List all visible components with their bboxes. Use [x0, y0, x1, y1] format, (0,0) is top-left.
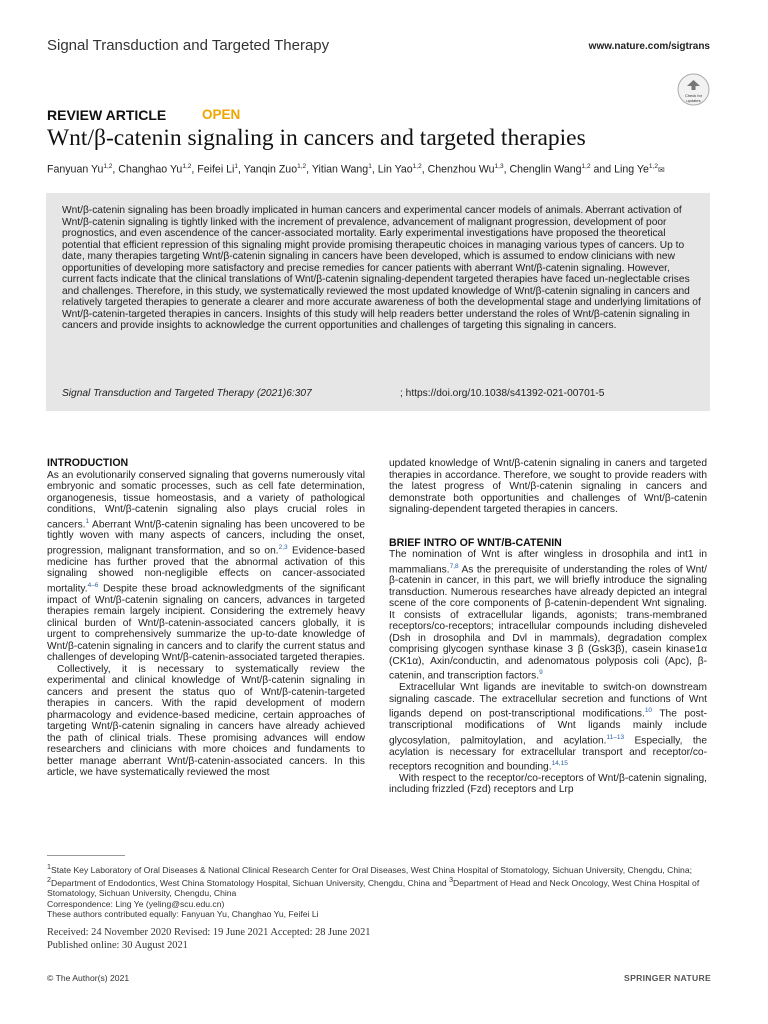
article-type: REVIEW ARTICLE — [47, 107, 167, 123]
publication-dates: Received: 24 November 2020 Revised: 19 June 2021 Accepted: 28 June 2021 Published online: 30 August 2021 — [47, 927, 371, 951]
author-name[interactable]: Yanqin Zuo — [243, 163, 298, 176]
abstract-box — [46, 193, 710, 411]
reference-link[interactable]: 1 — [85, 517, 90, 525]
journal-name: Signal Transduction and Targeted Therapy — [47, 37, 330, 54]
publisher-logo: SPRINGER NATURE — [624, 973, 711, 983]
author-name[interactable]: Feifei Li — [197, 163, 235, 176]
right-column — [389, 458, 707, 796]
reference-link[interactable]: 4–6 — [87, 581, 99, 589]
correspondence: Correspondence: Ling Ye (yeling@scu.edu.cn) — [47, 898, 225, 909]
author-name[interactable]: Lin Yao — [377, 163, 413, 176]
author-name[interactable]: Chenzhou Wu — [427, 163, 495, 176]
section-heading-introduction: INTRODUCTION — [47, 457, 129, 469]
paragraph: As an evolutionarily conserved signaling that governs numerously vital embryonic and somatic processes, such as cell fate determination, organogenesis, tissue homeostasis, and a variety of pathological conditions, Wnt/β-catenin signaling also plays crucial roles in cancers.$^1$ Aberrant Wnt/β-catenin signaling has been uncovered to be tightly woven with many aspects of cancers, including the onset, progression, malignant transformation, and so on.$^{2,3}$ Evidence-based medicine has further proved that the abnormal activation of this signaling showed non-negligible effects on cancer-associated mortality.$^{4-6}$ Despite these broad acknowledgments of the significant impact of Wnt/β-catenin signaling on cancers, advances in targeted therapies remain largely incipient. Considering the extremely heavy clinical burden of Wnt/β-catenin-associated cancers globally, it is urgent to comprehensively summarize the up-to-date knowledge of Wnt/β-catenin signaling in cancers and to clarify the current status and challenges of developing Wnt/β-catenin-associated targeted therapies. — [47, 469, 365, 664]
footnote-divider — [47, 855, 125, 856]
email-icon[interactable]: ✉ — [657, 165, 665, 175]
journal-url-link[interactable]: www.nature.com/sigtrans — [588, 41, 710, 52]
paragraph: The nomination of Wnt is after wingless in drosophila and int1 in mammalians.$^{7,8}$ As the prerequisite of understanding the roles of Wnt/β-catenin in cancer, in this part, we will briefly introduce the signaling transduction. Numerous researches have already depicted an integral scene of the core components of β-catenin-dependent Wnt signaling. It consists of extracellular ligands, agonists; trans-membraned receptors/co-receptors; intracellular compounds including disheveled (Dsh in drosophila and Dvl in mammals), degradation complex comprising glycogen synthase kinase 3 β (Gsk3β), casein kinase1α (CK1α), Axin/conductin, and adenomatous polyposis coli (Apc), β-catenin, and transcription factors.$^9$ — [389, 549, 707, 682]
reference-link[interactable]: 9 — [539, 669, 543, 677]
open-access-label: OPEN — [202, 107, 241, 122]
author-name[interactable]: Yitian Wang — [311, 163, 369, 176]
check-for-updates-label: Check for updates — [684, 93, 703, 103]
reference-link[interactable]: 10 — [644, 707, 653, 715]
section-heading-brief-intro: BRIEF INTRO OF WNT/Β-CATENIN — [389, 536, 562, 549]
abstract-text: Wnt/β-catenin signaling has been broadly implicated in human cancers and experimental cancer models of animals. Aberrant activation of Wnt/β-catenin signaling is tightly linked with the increment of prevalence, advancement of malignant progression, development of poor prognostics, and even ascendence of the cancer-associated mortality. Early experimental investigations have proposed the theoretical potential that efficient repression of this signaling might provide promising therapeutic choices in managing various types of cancers. Up to date, many therapies targeting Wnt/β-catenin signaling in cancers have been developed, which is assumed to endow clinicians with new opportunities of developing more satisfactory and precise remedies for cancer patients with aberrant Wnt/β-catenin signaling. However, current facts indicate that the clinical translations of Wnt/β-catenin signaling-dependent targeted therapies have faced un-neglectable crises and challenges. Therefore, in this study, we systematically reviewed the most updated knowledge of Wnt/β-catenin signaling in cancers and relatively targeted therapies to generate a clearer and more accurate awareness of both the developmental stage and underlying limitations of Wnt/β-catenin-targeted therapies in cancers. Insights of this study will help readers better understand the roles of Wnt/β-catenin signaling in cancers and provide insights to acknowledge the current opportunities and challenges of targeting this signaling in cancers. — [62, 205, 701, 331]
paragraph: Collectively, it is necessary to systematically review the experimental and clinical knowledge of Wnt/β-catenin signaling in cancers and present the status quo of Wnt/β-catenin-targeted therapies in cancers. With the rapid development of modern pharmacology and evidence-based medicine, certain approaches of targeting Wnt/β-catenin signaling in cancers have already achieved the path of clinical trials. These promising advances will endow researchers and clinicians with more choices and fundaments to better manage aberrant Wnt/β-catenin-associated cancers. In this article, we have systematically reviewed the most — [47, 663, 365, 779]
left-column — [47, 458, 365, 779]
paragraph: updated knowledge of Wnt/β-catenin signaling in caners and targeted therapies in accordance. Therefore, we sought to provide readers with the latest progress of Wnt/β-catenin signaling in cancers and demonstrate both opportunities and challenges of Wnt/β-catenin signaling-dependent targeted therapies in cancers. — [389, 458, 707, 515]
author-name[interactable]: Changhao Yu — [118, 163, 183, 176]
footnotes — [47, 862, 711, 919]
equal-contribution-note: These authors contributed equally: Fanyuan Yu, Changhao Yu, Feifei Li — [47, 908, 319, 919]
check-for-updates-badge[interactable] — [677, 73, 710, 106]
author-name[interactable]: Ling Ye — [614, 163, 649, 176]
reference-link[interactable]: 14,15 — [551, 760, 568, 768]
doi-link[interactable]: ; https://doi.org/10.1038/s41392-021-00701-5 — [400, 388, 605, 399]
copyright: © The Author(s) 2021 — [47, 973, 130, 983]
paragraph: Extracellular Wnt ligands are inevitable to switch-on downstream signaling cascade. The extracellular secretion and functions of Wnt ligands depend on post-transcriptional modifications.$^{10}$ The post-transcriptional modifications of Wnt ligands mainly include glycosylation, palmitoylation, and acylation.$^{11-13}$ Especially, the acylation is necessary for extracellular transport and receptor/co-receptors recognition and bounding.$^{14,15}$ — [389, 682, 707, 773]
citation: Signal Transduction and Targeted Therapy (2021)6:307 — [62, 388, 312, 399]
paragraph: With respect to the receptor/co-receptors of Wnt/β-catenin signaling, including frizzled (Fzd) receptors and Lrp — [389, 772, 707, 796]
article-title: Wnt/β-catenin signaling in cancers and targeted therapies — [47, 125, 586, 151]
author-name[interactable]: Chenglin Wang — [509, 163, 582, 176]
reference-link[interactable]: 11–13 — [606, 733, 625, 741]
author-list: Fanyuan Yu$^{1,2}$, Changhao Yu$^{1,2}$, Feifei Li$^1$, Yanqin Zuo$^{1,2}$, Yitian Wang$^1$, Lin Yao$^{1,2}$, Chenzhou Wu$^{1,3}$, Chenglin Wang$^{1,2}$ and Ling Ye$^{1,2}$✉ — [47, 163, 665, 176]
author-name[interactable]: Fanyuan Yu — [47, 163, 104, 176]
affiliations: $^1$State Key Laboratory of Oral Diseases & National Clinical Research Center for Oral Diseases, West China Hospital of Stomatology, Sichuan University, Chengdu, China; $^2$Department of Endodontics, West China Stomatology Hospital, Sichuan University, Chengdu, China and $^3$Department of Head and Neck Oncology, West China Hospital of Stomatology, Sichuan University, Chengdu, China — [47, 863, 700, 899]
reference-link[interactable]: 2,3 — [278, 543, 288, 551]
reference-link[interactable]: 7,8 — [449, 562, 459, 570]
